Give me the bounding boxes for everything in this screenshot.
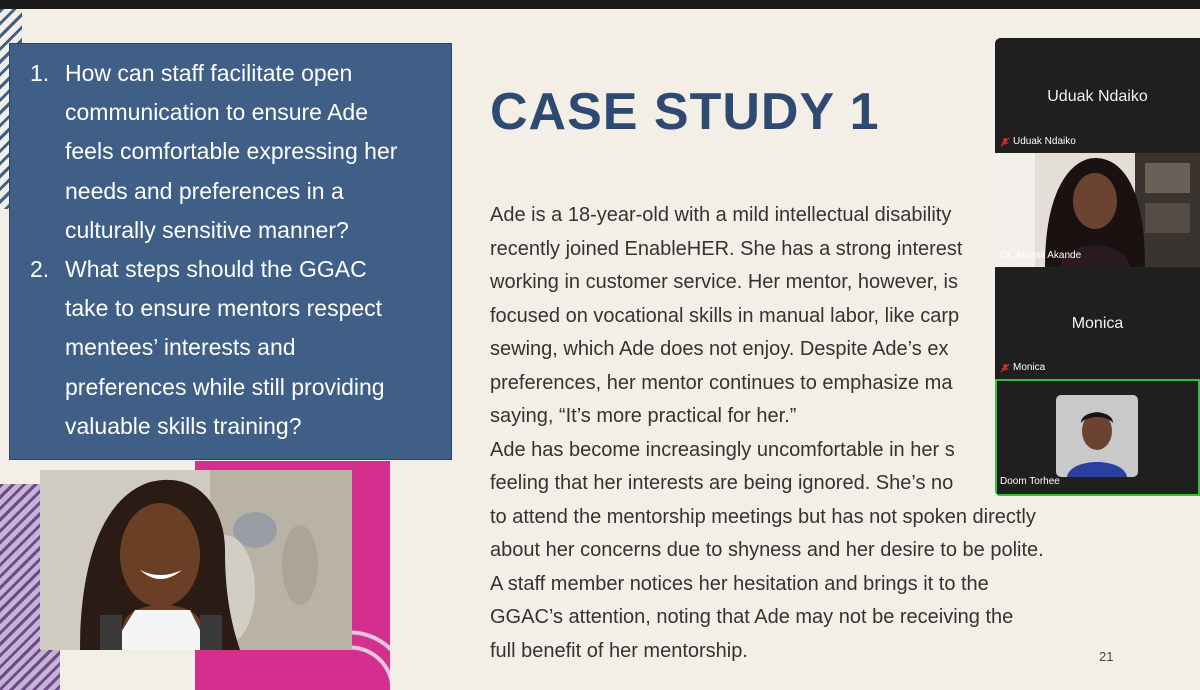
body-line: GGAC’s attention, noting that Ade may not be receiving the: [490, 606, 1014, 628]
participant-display-name: Uduak Ndaiko: [1047, 88, 1148, 105]
participant-tile[interactable]: [995, 153, 1200, 267]
body-line: A staff member notices her hesitation and brings it to the: [490, 572, 989, 595]
participant-tile[interactable]: [995, 38, 1200, 152]
window-top-bar: [0, 0, 1200, 9]
question-item: [20, 54, 439, 250]
question-line: culturally sensitive manner?: [65, 216, 349, 243]
question-line: valuable skills training?: [65, 412, 302, 439]
participant-label-text: Dr. Abigail Akande: [1000, 250, 1082, 261]
body-line: recently joined EnableHER. She has a strong interest: [490, 237, 963, 260]
body-line: sewing, which Ade does not enjoy. Despite Ade’s ex: [490, 338, 949, 360]
decorative-arcs: [350, 509, 390, 690]
question-line: mentees’ interests and: [65, 334, 296, 361]
student-photo: [40, 470, 352, 650]
question-line: How can staff facilitate open: [65, 60, 353, 86]
participant-label-text: Doom Torhee: [1000, 476, 1060, 487]
body-line: focused on vocational skills in manual labor, like carp: [490, 304, 960, 327]
question-item: [20, 250, 439, 446]
body-line: full benefit of her mentorship.: [490, 639, 748, 662]
slide-title: CASE STUDY 1: [490, 83, 880, 141]
body-line: to attend the mentorship meetings but has not spoken directly: [490, 505, 1036, 528]
question-line: preferences while still providing: [65, 373, 385, 400]
participant-label-text: Uduak Ndaiko: [1013, 136, 1076, 147]
question-number: 2.: [30, 256, 50, 283]
participant-label: [1000, 362, 1045, 373]
discussion-questions-box: [9, 43, 452, 460]
body-line: feeling that her interests are being ignored. She’s no: [490, 472, 954, 494]
participant-display-name: Monica: [1071, 315, 1124, 332]
question-line: needs and preferences in a: [65, 177, 344, 204]
participant-label: [1000, 476, 1060, 487]
participant-label: [1000, 136, 1076, 147]
question-line: communication to ensure Ade: [65, 99, 369, 126]
question-line: What steps should the GGAC: [65, 256, 367, 283]
participant-tile[interactable]: [995, 268, 1200, 378]
slide-page-number: 21: [1099, 649, 1114, 664]
participant-tile-active-speaker[interactable]: [995, 379, 1200, 496]
participant-label: [1000, 250, 1081, 261]
participant-label-text: Monica: [1013, 362, 1046, 373]
body-line: saying, “It’s more practical for her.”: [490, 405, 797, 427]
body-line: Ade has become increasingly uncomfortable in her s: [490, 438, 955, 461]
question-line: take to ensure mentors respect: [65, 295, 383, 322]
body-line: about her concerns due to shyness and her desire to be polite.: [490, 539, 1044, 561]
question-line: feels comfortable expressing her: [65, 138, 398, 165]
mic-muted-icon: [1000, 363, 1010, 373]
question-number: 1.: [30, 60, 50, 86]
body-line: Ade is a 18-year-old with a mild intellectual disability: [490, 204, 952, 226]
mic-muted-icon: [1000, 137, 1010, 147]
student-photo-illustration: [40, 470, 352, 650]
participant-video-panel[interactable]: [995, 38, 1200, 496]
body-line: working in customer service. Her mentor, however, is: [490, 271, 958, 293]
body-line: preferences, her mentor continues to emphasize ma: [490, 371, 953, 394]
